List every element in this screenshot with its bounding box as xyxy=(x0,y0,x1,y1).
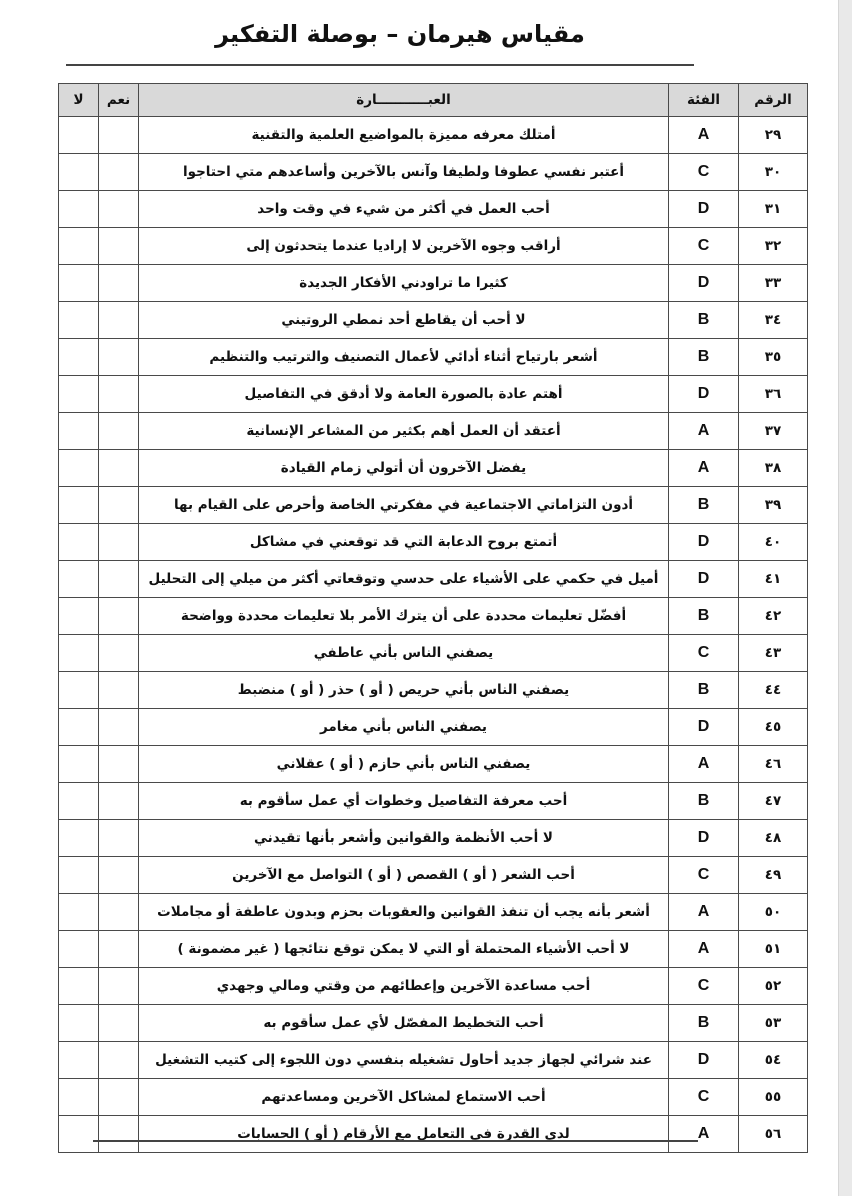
row-statement: يصفني الناس بأني حريص ( أو ) حذر ( أو ) منضبط xyxy=(139,672,669,709)
row-no-cell[interactable] xyxy=(59,598,99,635)
row-statement: أفضّل تعليمات محددة على أن يترك الأمر بلا تعليمات محددة وواضحة xyxy=(139,598,669,635)
table-row xyxy=(59,746,808,783)
row-statement: لدي القدرة في التعامل مع الأرقام ( أو ) الحسابات xyxy=(139,1116,669,1153)
row-number: ٤٩ xyxy=(739,857,808,894)
header-yes: نعم xyxy=(99,84,139,117)
table-row xyxy=(59,1042,808,1079)
row-statement: أدون التزاماتي الاجتماعية في مفكرتي الخاصة وأحرص على القيام بها xyxy=(139,487,669,524)
row-yes-cell[interactable] xyxy=(99,413,139,450)
row-statement: أعتبر نفسي عطوفا ولطيفا وآنس بالآخرين وأساعدهم متي احتاجوا xyxy=(139,154,669,191)
row-yes-cell[interactable] xyxy=(99,302,139,339)
row-statement: أمتلك معرفه مميزة بالمواضيع العلمية والتقنية xyxy=(139,117,669,154)
table-row xyxy=(59,1005,808,1042)
row-category: C xyxy=(669,635,739,672)
row-statement: لا أحب أن يقاطع أحد نمطي الروتيني xyxy=(139,302,669,339)
row-yes-cell[interactable] xyxy=(99,561,139,598)
row-category: C xyxy=(669,154,739,191)
row-number: ٣٧ xyxy=(739,413,808,450)
row-yes-cell[interactable] xyxy=(99,635,139,672)
row-yes-cell[interactable] xyxy=(99,450,139,487)
table-row xyxy=(59,820,808,857)
row-number: ٣٣ xyxy=(739,265,808,302)
row-no-cell[interactable] xyxy=(59,413,99,450)
row-yes-cell[interactable] xyxy=(99,709,139,746)
row-no-cell[interactable] xyxy=(59,228,99,265)
row-statement: لا أحب الأشياء المحتملة أو التي لا يمكن توقع نتائجها ( غير مضمونة ) xyxy=(139,931,669,968)
page-edge xyxy=(838,0,852,1196)
row-yes-cell[interactable] xyxy=(99,376,139,413)
row-yes-cell[interactable] xyxy=(99,117,139,154)
row-category: B xyxy=(669,672,739,709)
row-yes-cell[interactable] xyxy=(99,487,139,524)
table-row xyxy=(59,302,808,339)
row-yes-cell[interactable] xyxy=(99,746,139,783)
row-no-cell[interactable] xyxy=(59,635,99,672)
row-number: ٣١ xyxy=(739,191,808,228)
row-statement: أحب مساعدة الآخرين وإعطائهم من وقتي ومالي وجهدي xyxy=(139,968,669,1005)
table-row xyxy=(59,1079,808,1116)
row-number: ٣٥ xyxy=(739,339,808,376)
footer-divider xyxy=(93,1140,698,1142)
row-number: ٣٩ xyxy=(739,487,808,524)
row-no-cell[interactable] xyxy=(59,1079,99,1116)
row-no-cell[interactable] xyxy=(59,561,99,598)
row-no-cell[interactable] xyxy=(59,191,99,228)
row-yes-cell[interactable] xyxy=(99,1042,139,1079)
row-no-cell[interactable] xyxy=(59,117,99,154)
row-no-cell[interactable] xyxy=(59,1005,99,1042)
row-category: B xyxy=(669,598,739,635)
row-statement: أحب الاستماع لمشاكل الآخرين ومساعدتهم xyxy=(139,1079,669,1116)
row-category: A xyxy=(669,746,739,783)
row-no-cell[interactable] xyxy=(59,302,99,339)
row-yes-cell[interactable] xyxy=(99,1005,139,1042)
table-row xyxy=(59,931,808,968)
row-category: D xyxy=(669,191,739,228)
row-category: B xyxy=(669,1005,739,1042)
header-no: لا xyxy=(59,84,99,117)
row-number: ٥٠ xyxy=(739,894,808,931)
row-yes-cell[interactable] xyxy=(99,1079,139,1116)
table-row xyxy=(59,1116,808,1153)
row-number: ٤١ xyxy=(739,561,808,598)
row-no-cell[interactable] xyxy=(59,783,99,820)
row-yes-cell[interactable] xyxy=(99,228,139,265)
row-category: C xyxy=(669,1079,739,1116)
row-no-cell[interactable] xyxy=(59,524,99,561)
row-statement: أميل في حكمي على الأشياء على حدسي وتوقعاتي أكثر من ميلي إلى التحليل xyxy=(139,561,669,598)
row-yes-cell[interactable] xyxy=(99,820,139,857)
row-number: ٣٢ xyxy=(739,228,808,265)
row-number: ٣٤ xyxy=(739,302,808,339)
row-number: ٥٤ xyxy=(739,1042,808,1079)
questionnaire-table xyxy=(58,83,808,1153)
row-no-cell[interactable] xyxy=(59,857,99,894)
row-statement: يصفني الناس بأني عاطفي xyxy=(139,635,669,672)
row-yes-cell[interactable] xyxy=(99,339,139,376)
row-yes-cell[interactable] xyxy=(99,191,139,228)
row-statement: أعتقد أن العمل أهم بكثير من المشاعر الإنسانية xyxy=(139,413,669,450)
table-row xyxy=(59,598,808,635)
row-statement: يصفني الناس بأني مغامر xyxy=(139,709,669,746)
row-no-cell[interactable] xyxy=(59,154,99,191)
table-row xyxy=(59,709,808,746)
table-row xyxy=(59,191,808,228)
table-row xyxy=(59,968,808,1005)
title-divider xyxy=(66,64,694,66)
row-no-cell[interactable] xyxy=(59,931,99,968)
row-yes-cell[interactable] xyxy=(99,931,139,968)
table-row xyxy=(59,672,808,709)
row-yes-cell[interactable] xyxy=(99,857,139,894)
row-number: ٣٨ xyxy=(739,450,808,487)
row-category: D xyxy=(669,709,739,746)
row-no-cell[interactable] xyxy=(59,1042,99,1079)
row-number: ٣٦ xyxy=(739,376,808,413)
row-category: B xyxy=(669,783,739,820)
row-number: ٤٥ xyxy=(739,709,808,746)
row-statement: أحب الشعر ( أو ) القصص ( أو ) التواصل مع الآخرين xyxy=(139,857,669,894)
row-category: C xyxy=(669,968,739,1005)
row-statement: لا أحب الأنظمة والقوانين وأشعر بأنها تقيدني xyxy=(139,820,669,857)
row-number: ٤٦ xyxy=(739,746,808,783)
row-no-cell[interactable] xyxy=(59,339,99,376)
row-no-cell[interactable] xyxy=(59,450,99,487)
row-category: A xyxy=(669,413,739,450)
row-category: B xyxy=(669,487,739,524)
row-number: ٤٢ xyxy=(739,598,808,635)
row-category: A xyxy=(669,931,739,968)
table-row xyxy=(59,339,808,376)
row-category: A xyxy=(669,450,739,487)
header-statement: العبـــــــــــارة xyxy=(139,84,669,117)
table-row xyxy=(59,154,808,191)
row-category: A xyxy=(669,894,739,931)
table-row xyxy=(59,265,808,302)
row-statement: يفضل الآخرون أن أتولي زمام القيادة xyxy=(139,450,669,487)
row-statement: أحب التخطيط المفصّل لأي عمل سأقوم به xyxy=(139,1005,669,1042)
row-statement: أشعر بأنه يجب أن تنفذ القوانين والعقوبات بحزم وبدون عاطفة أو مجاملات xyxy=(139,894,669,931)
row-yes-cell[interactable] xyxy=(99,783,139,820)
table-row xyxy=(59,228,808,265)
row-yes-cell[interactable] xyxy=(99,265,139,302)
row-category: D xyxy=(669,265,739,302)
row-category: B xyxy=(669,302,739,339)
row-category: C xyxy=(669,857,739,894)
row-number: ٤٣ xyxy=(739,635,808,672)
row-number: ٤٧ xyxy=(739,783,808,820)
row-yes-cell[interactable] xyxy=(99,598,139,635)
row-number: ٢٩ xyxy=(739,117,808,154)
table-row xyxy=(59,524,808,561)
row-statement: أشعر بارتياح أثناء أدائي لأعمال التصنيف والترتيب والتنظيم xyxy=(139,339,669,376)
row-number: ٥٢ xyxy=(739,968,808,1005)
row-statement: أراقب وجوه الآخرين لا إراديا عندما يتحدثون إلى xyxy=(139,228,669,265)
row-no-cell[interactable] xyxy=(59,672,99,709)
row-category: D xyxy=(669,1042,739,1079)
row-number: ٤٨ xyxy=(739,820,808,857)
header-category: الفئة xyxy=(669,84,739,117)
table-row xyxy=(59,561,808,598)
row-category: D xyxy=(669,561,739,598)
row-no-cell[interactable] xyxy=(59,709,99,746)
row-yes-cell[interactable] xyxy=(99,968,139,1005)
row-yes-cell[interactable] xyxy=(99,524,139,561)
row-category: D xyxy=(669,820,739,857)
row-statement: يصفني الناس بأني حازم ( أو ) عقلاني xyxy=(139,746,669,783)
row-category: A xyxy=(669,117,739,154)
row-no-cell[interactable] xyxy=(59,746,99,783)
row-yes-cell[interactable] xyxy=(99,154,139,191)
row-statement: أهتم عادة بالصورة العامة ولا أدقق في التفاصيل xyxy=(139,376,669,413)
row-no-cell[interactable] xyxy=(59,376,99,413)
table-row xyxy=(59,487,808,524)
row-no-cell[interactable] xyxy=(59,968,99,1005)
row-statement: أحب العمل في أكثر من شيء في وقت واحد xyxy=(139,191,669,228)
row-number: ٣٠ xyxy=(739,154,808,191)
row-category: A xyxy=(669,1116,739,1153)
table-row xyxy=(59,894,808,931)
row-no-cell[interactable] xyxy=(59,265,99,302)
row-no-cell[interactable] xyxy=(59,894,99,931)
row-number: ٥١ xyxy=(739,931,808,968)
table-row xyxy=(59,783,808,820)
row-number: ٥٣ xyxy=(739,1005,808,1042)
row-statement: أحب معرفة التفاصيل وخطوات أي عمل سأقوم به xyxy=(139,783,669,820)
row-statement: عند شرائي لجهاز جديد أحاول تشغيله بنفسي دون اللجوء إلى كتيب التشغيل xyxy=(139,1042,669,1079)
row-yes-cell[interactable] xyxy=(99,672,139,709)
row-statement: أتمتع بروح الدعابة التي قد توقعني في مشاكل xyxy=(139,524,669,561)
table-row xyxy=(59,376,808,413)
table-header-row xyxy=(59,84,808,117)
row-category: B xyxy=(669,339,739,376)
table-row xyxy=(59,635,808,672)
row-number: ٥٥ xyxy=(739,1079,808,1116)
row-statement: كثيرا ما تراودني الأفكار الجديدة xyxy=(139,265,669,302)
page-title: مقياس هيرمان – بوصلة التفكير xyxy=(215,20,585,48)
row-category: D xyxy=(669,524,739,561)
row-no-cell[interactable] xyxy=(59,487,99,524)
row-number: ٥٦ xyxy=(739,1116,808,1153)
row-category: D xyxy=(669,376,739,413)
table-row xyxy=(59,450,808,487)
table-row xyxy=(59,413,808,450)
row-yes-cell[interactable] xyxy=(99,1116,139,1153)
row-no-cell[interactable] xyxy=(59,1116,99,1153)
header-number: الرقم xyxy=(739,84,808,117)
row-category: C xyxy=(669,228,739,265)
row-no-cell[interactable] xyxy=(59,820,99,857)
table-row xyxy=(59,857,808,894)
table-row xyxy=(59,117,808,154)
row-number: ٤٤ xyxy=(739,672,808,709)
row-yes-cell[interactable] xyxy=(99,894,139,931)
row-number: ٤٠ xyxy=(739,524,808,561)
